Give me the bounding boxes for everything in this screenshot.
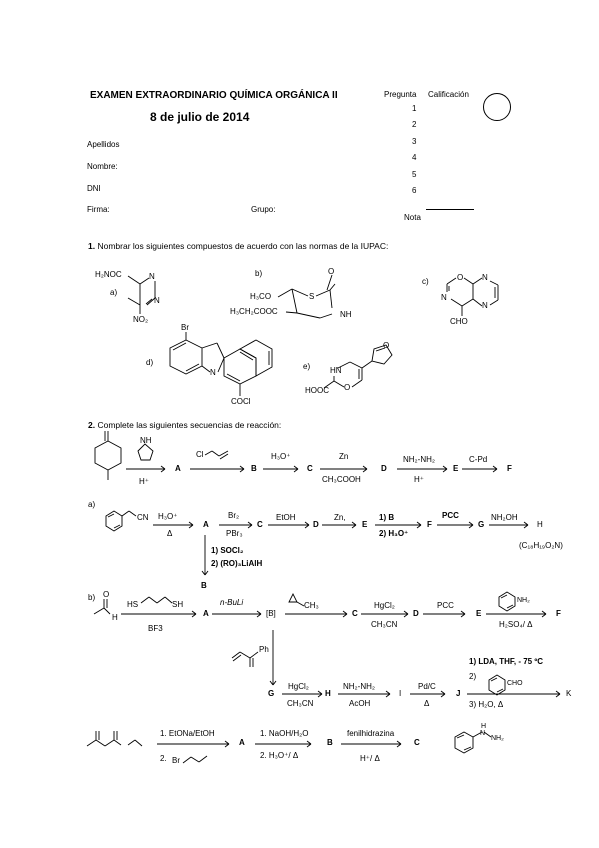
seqa-etoh: EtOH	[276, 513, 296, 522]
question-number: 1	[412, 104, 417, 113]
seqc-fenilhidrazina: fenilhidrazina	[347, 729, 395, 738]
compound-b-structure	[278, 275, 335, 318]
epoxide-ch3: CH₃	[304, 601, 319, 610]
field-apellidos: Apellidos	[87, 140, 120, 149]
reagent-h3o: H₃O⁺	[271, 452, 291, 461]
seqc-h3o: 2. H₃O⁺/ Δ	[260, 751, 299, 760]
compound-c-n3: N	[482, 301, 488, 310]
seqa-product-c: C	[257, 520, 263, 529]
seqb-ch3cn-2: CH₃CN	[287, 699, 314, 708]
compound-d-label: d)	[146, 358, 154, 367]
benzaldehyde-structure	[489, 675, 505, 695]
pyrrolidine-structure	[138, 444, 153, 460]
seqa-product-d: D	[313, 520, 319, 529]
seqa-br2: Br₂	[228, 511, 240, 520]
epoxide-structure	[289, 594, 304, 606]
calificacion-header: Calificación	[428, 90, 469, 99]
nota-label: Nota	[404, 213, 421, 222]
reagent-h: H⁺	[414, 475, 424, 484]
allyl-cl: Cl	[196, 450, 204, 459]
seqc-step1: 1. EtONa/EtOH	[160, 729, 215, 738]
dithiol-sh: SH	[172, 600, 184, 609]
dithiol-hs: HS	[127, 600, 139, 609]
exam-title: EXAMEN EXTRAORDINARIO QUÍMICA ORGÁNICA II	[90, 90, 338, 101]
compound-b-h3co: H₃CO	[250, 292, 272, 301]
compound-a-n1: N	[149, 272, 155, 281]
q2-text: Complete las siguientes secuencias de reacción:	[97, 420, 282, 430]
seqb-product-c: C	[352, 609, 358, 618]
seqa-step2: 2) H₃O⁺	[379, 529, 409, 538]
q2-heading	[88, 420, 281, 430]
compound-e-hn: HN	[330, 366, 342, 375]
compound-b-label: b)	[255, 269, 263, 278]
compound-a-n2: N	[154, 296, 160, 305]
seqb-buli: n-BuLi	[220, 598, 244, 607]
pregunta-header: Pregunta	[384, 90, 417, 99]
allyl-br: Br	[172, 756, 180, 765]
seqc-product-c: C	[414, 738, 420, 747]
phenylhydrazine-nh2: NH₂	[491, 735, 504, 742]
seqa-product-g: G	[478, 520, 485, 529]
seqb-pdc: Pd/C	[418, 682, 436, 691]
seqa-product-f: F	[427, 520, 432, 529]
seqb-three: 3) H₂O, Δ	[469, 700, 504, 709]
q2-number: 2.	[88, 420, 96, 430]
compound-b-s: S	[309, 292, 315, 301]
seqa-zn: Zn,	[334, 513, 346, 522]
field-nombre: Nombre:	[87, 162, 118, 171]
seqb-product-h: H	[325, 689, 331, 698]
seqb-product-e: E	[476, 609, 482, 618]
reagent-ch3cooh: CH₃COOH	[322, 475, 361, 484]
seqb-pcc: PCC	[437, 601, 454, 610]
propanedithiol-structure	[141, 597, 172, 603]
question-number: 6	[412, 186, 417, 195]
seqa-product-b: B	[201, 581, 207, 590]
benzaldehyde-cho: CHO	[507, 680, 523, 687]
aldehyde-o: O	[103, 590, 110, 599]
compound-a-label: a)	[110, 288, 118, 297]
compound-b-o: O	[328, 267, 335, 276]
seqa-h3o: H₃O⁺	[158, 512, 178, 521]
seqa-product-a: A	[203, 520, 209, 529]
seqb-hgcl2: HgCl₂	[374, 601, 395, 610]
field-dni: DNI	[87, 184, 101, 193]
compound-d-structure	[170, 332, 272, 396]
seqb-hgcl2-2: HgCl₂	[288, 682, 309, 691]
seqb-bf3: BF3	[148, 624, 163, 633]
question-number: 5	[412, 170, 417, 179]
compound-c-label: c)	[422, 277, 429, 286]
product-f: F	[507, 464, 512, 473]
seqb-product-j: J	[456, 689, 461, 698]
seqa-step1: 1) B	[379, 513, 395, 522]
seqb-delta: Δ	[424, 699, 430, 708]
phenylhydrazine-structure	[455, 732, 491, 753]
product-c: C	[307, 464, 313, 473]
allyl-bromide-structure	[183, 756, 207, 763]
seqb-two: 2)	[469, 672, 477, 681]
vinyl-ketone-structure	[232, 652, 258, 667]
phenylhydrazine-n: N	[480, 730, 486, 737]
reagent-hydrazine: NH₂-NH₂	[403, 455, 435, 464]
compound-c-structure	[447, 278, 498, 316]
aniline-nh2: NH₂	[517, 597, 530, 604]
seqb-bracket-b: [B]	[266, 609, 276, 618]
aniline-structure	[499, 592, 515, 611]
seqa-pbr3: PBr₃	[226, 529, 243, 538]
seqb-hydrazine: NH₂-NH₂	[343, 682, 375, 691]
compound-d-br: Br	[181, 323, 189, 332]
reagent-zn: Zn	[339, 452, 349, 461]
compound-b-ester: H₃CH₂COOC	[230, 307, 278, 316]
product-a: A	[175, 464, 181, 473]
pyrrolidine-nh: NH	[140, 436, 152, 445]
seqc-step2: 2.	[160, 754, 167, 763]
seqb-acoh: AcOH	[349, 699, 371, 708]
seqa-delta: Δ	[167, 529, 173, 538]
exam-date: 8 de julio de 2014	[150, 110, 250, 124]
seqb-product-f: F	[556, 609, 561, 618]
ethyl-acetoacetate-structure	[87, 731, 142, 746]
seq-a-label: a)	[88, 500, 96, 509]
field-grupo: Grupo:	[251, 205, 276, 214]
compound-c-cho: CHO	[450, 317, 468, 326]
question-number: 2	[412, 120, 417, 129]
q1-text: Nombrar los siguientes compuestos de acuerdo con las normas de la IUPAC:	[97, 241, 389, 251]
compound-d-n: N	[210, 368, 216, 377]
compound-b-nh: NH	[340, 310, 352, 319]
compound-e-o: O	[344, 383, 351, 392]
phenylhydrazine-h: H	[481, 723, 487, 730]
field-firma: Firma:	[87, 205, 110, 214]
q1-number: 1.	[88, 241, 96, 251]
product-d: D	[381, 464, 387, 473]
seqa-pcc: PCC	[442, 511, 459, 520]
question-number: 4	[412, 153, 417, 162]
compound-e-hooc: HOOC	[305, 386, 329, 395]
seqb-ch3cn: CH₃CN	[371, 620, 398, 629]
cyclohexanone-structure	[95, 431, 121, 480]
seqb-product-i: I	[399, 689, 402, 698]
compound-a-structure	[128, 276, 155, 314]
compound-a-no2: NO₂	[133, 315, 149, 324]
seqb-product-g: G	[268, 689, 275, 698]
question-number: 3	[412, 137, 417, 146]
seq1-catalyst: H⁺	[139, 477, 149, 486]
acetaldehyde-structure	[94, 599, 110, 614]
seqa-nh2oh: NH₂OH	[491, 513, 518, 522]
compound-e-o2: O	[383, 341, 390, 350]
reagent-cpd: C-Pd	[469, 455, 488, 464]
phenylacetonitrile-structure	[106, 511, 136, 531]
seqa-down1: 1) SOCl₂	[211, 546, 244, 555]
compound-e-label: e)	[303, 362, 311, 371]
ketone-ph: Ph	[259, 645, 269, 654]
compound-a-h2noc: H₂NOC	[95, 270, 122, 279]
seqb-lda: 1) LDA, THF, - 75 ºC	[469, 657, 544, 666]
seqa-formula: (C₁₈H₁₉O₂N)	[519, 541, 563, 550]
seqc-naoh: 1. NaOH/H₂O	[260, 729, 309, 738]
seqc-product-a: A	[239, 738, 245, 747]
compound-c-n2: N	[441, 293, 447, 302]
compound-d-cocl: COCl	[231, 397, 251, 406]
seqb-product-d: D	[413, 609, 419, 618]
seqc-product-b: B	[327, 738, 333, 747]
compound-c-o: O	[457, 273, 464, 282]
seqb-product-a: A	[203, 609, 209, 618]
seq-b-label: b)	[88, 593, 96, 602]
nitrile-cn: CN	[137, 513, 149, 522]
seqa-down2: 2) (RO)₃LiAlH	[211, 559, 263, 568]
seqb-h2so4: H₂SO₄/ Δ	[499, 620, 533, 629]
seqc-hd: H⁺/ Δ	[360, 754, 380, 763]
allyl-chloride-structure	[205, 451, 228, 459]
compound-c-n1: N	[482, 273, 488, 282]
seqa-product-e: E	[362, 520, 368, 529]
aldehyde-h: H	[112, 613, 118, 622]
seqa-product-h: H	[537, 520, 543, 529]
product-b: B	[251, 464, 257, 473]
seqb-product-k: K	[566, 689, 572, 698]
product-e: E	[453, 464, 459, 473]
